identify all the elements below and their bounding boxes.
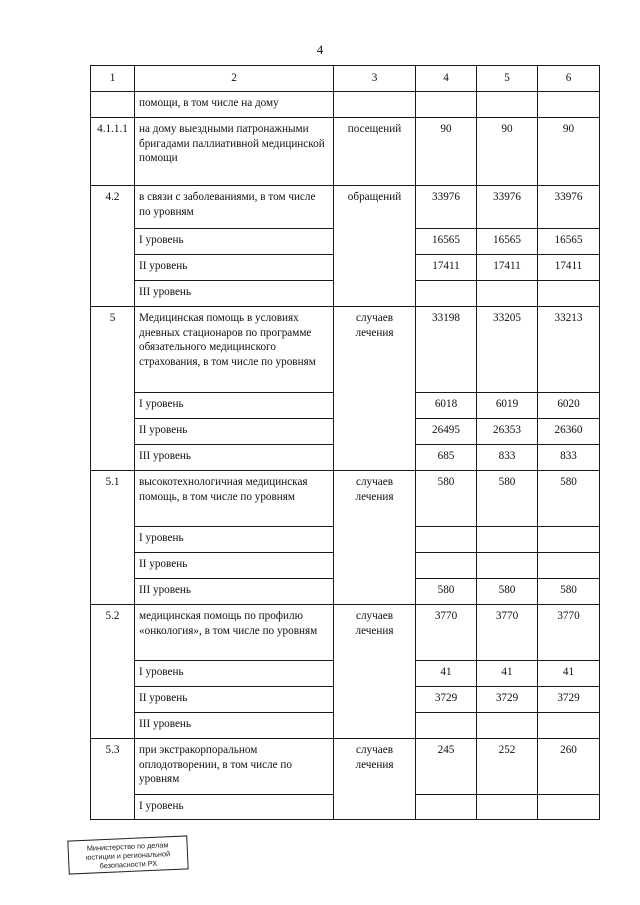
- row-name: при экстракорпоральном оплодотворении, в том числе по уровням: [135, 739, 334, 795]
- row-name: III уровень: [135, 579, 334, 605]
- value-col4: 3729: [416, 687, 477, 713]
- value-col6: [538, 527, 600, 553]
- column-header: 2: [135, 66, 334, 92]
- row-name: I уровень: [135, 795, 334, 820]
- row-number: 5.1: [91, 471, 135, 605]
- row-name: помощи, в том числе на дому: [135, 92, 334, 118]
- value-col5: 90: [477, 118, 538, 186]
- value-col5: 580: [477, 471, 538, 527]
- value-col5: 3770: [477, 605, 538, 661]
- row-unit: случаев лечения: [334, 739, 416, 820]
- row-name: Медицинская помощь в условиях дневных стационаров по программе обязательного медицинского страхования, в том числе по уровням: [135, 307, 334, 393]
- value-col6: 90: [538, 118, 600, 186]
- value-col6: [538, 281, 600, 307]
- row-number: 4.1.1.1: [91, 118, 135, 186]
- row-number: 4.2: [91, 186, 135, 307]
- value-col6: 33213: [538, 307, 600, 393]
- value-col4: 245: [416, 739, 477, 795]
- value-col6: 260: [538, 739, 600, 795]
- row-name: в связи с заболеваниями, в том числе по уровням: [135, 186, 334, 229]
- value-col5: 17411: [477, 255, 538, 281]
- value-col6: 17411: [538, 255, 600, 281]
- value-col6: 16565: [538, 229, 600, 255]
- value-col4: 33976: [416, 186, 477, 229]
- row-name: I уровень: [135, 393, 334, 419]
- row-name: II уровень: [135, 419, 334, 445]
- value-col6: 580: [538, 471, 600, 527]
- row-name: I уровень: [135, 527, 334, 553]
- value-col5: 33976: [477, 186, 538, 229]
- value-col5: [477, 553, 538, 579]
- value-col5: 252: [477, 739, 538, 795]
- table-row: [91, 739, 600, 795]
- value-col6: 33976: [538, 186, 600, 229]
- value-col6: 3770: [538, 605, 600, 661]
- value-col6: 6020: [538, 393, 600, 419]
- value-col4: 17411: [416, 255, 477, 281]
- value-col6: 26360: [538, 419, 600, 445]
- column-header: 5: [477, 66, 538, 92]
- value-col4: 580: [416, 579, 477, 605]
- row-name: медицинская помощь по профилю «онкология», в том числе по уровням: [135, 605, 334, 661]
- value-col6: [538, 553, 600, 579]
- table-row: [91, 118, 600, 186]
- table-row: [91, 307, 600, 393]
- row-name: II уровень: [135, 553, 334, 579]
- value-col4: 3770: [416, 605, 477, 661]
- value-col5: 3729: [477, 687, 538, 713]
- row-name: I уровень: [135, 661, 334, 687]
- row-name: высокотехнологичная медицинская помощь, в том числе по уровням: [135, 471, 334, 527]
- value-col4: [416, 795, 477, 820]
- table-row: [91, 186, 600, 229]
- value-col6: 41: [538, 661, 600, 687]
- value-col4: 33198: [416, 307, 477, 393]
- value-col6: [538, 92, 600, 118]
- stamp-line: Министерство по делам: [86, 840, 169, 853]
- value-col4: [416, 527, 477, 553]
- value-col4: [416, 713, 477, 739]
- row-name: I уровень: [135, 229, 334, 255]
- row-unit: [334, 92, 416, 118]
- row-name: на дому выездными патронажными бригадами паллиативной медицинской помощи: [135, 118, 334, 186]
- row-unit: случаев лечения: [334, 471, 416, 605]
- value-col5: [477, 92, 538, 118]
- value-col5: 580: [477, 579, 538, 605]
- row-name: II уровень: [135, 687, 334, 713]
- value-col4: 685: [416, 445, 477, 471]
- value-col5: [477, 281, 538, 307]
- column-header: 4: [416, 66, 477, 92]
- column-header: 6: [538, 66, 600, 92]
- value-col5: 41: [477, 661, 538, 687]
- value-col4: 6018: [416, 393, 477, 419]
- table-row: [91, 92, 600, 118]
- value-col4: [416, 92, 477, 118]
- table-row: [91, 605, 600, 661]
- table-row: [91, 471, 600, 527]
- value-col4: 41: [416, 661, 477, 687]
- stamp-line: юстиции и региональной: [85, 849, 171, 862]
- row-number: [91, 92, 135, 118]
- value-col4: 90: [416, 118, 477, 186]
- row-unit: посещений: [334, 118, 416, 186]
- row-name: III уровень: [135, 713, 334, 739]
- row-number: 5.2: [91, 605, 135, 739]
- row-unit: обращений: [334, 186, 416, 307]
- value-col6: [538, 795, 600, 820]
- ministry-stamp: [67, 835, 188, 874]
- row-number: 5: [91, 307, 135, 471]
- row-unit: случаев лечения: [334, 605, 416, 739]
- row-number: 5.3: [91, 739, 135, 820]
- row-unit: случаев лечения: [334, 307, 416, 471]
- value-col5: 26353: [477, 419, 538, 445]
- value-col5: 33205: [477, 307, 538, 393]
- row-name: III уровень: [135, 281, 334, 307]
- value-col6: 3729: [538, 687, 600, 713]
- row-name: III уровень: [135, 445, 334, 471]
- value-col5: [477, 713, 538, 739]
- table-header-row: [91, 66, 600, 92]
- value-col5: [477, 795, 538, 820]
- value-col4: [416, 281, 477, 307]
- value-col4: [416, 553, 477, 579]
- value-col4: 26495: [416, 419, 477, 445]
- row-name: II уровень: [135, 255, 334, 281]
- value-col5: 833: [477, 445, 538, 471]
- page-number: 4: [316, 42, 324, 57]
- value-col4: 16565: [416, 229, 477, 255]
- value-col5: 6019: [477, 393, 538, 419]
- value-col6: 580: [538, 579, 600, 605]
- value-col5: 16565: [477, 229, 538, 255]
- column-header: 3: [334, 66, 416, 92]
- value-col6: [538, 713, 600, 739]
- stamp-line: безопасности РХ: [99, 858, 158, 871]
- indicators-table: [90, 65, 600, 820]
- value-col5: [477, 527, 538, 553]
- column-header: 1: [91, 66, 135, 92]
- value-col4: 580: [416, 471, 477, 527]
- value-col6: 833: [538, 445, 600, 471]
